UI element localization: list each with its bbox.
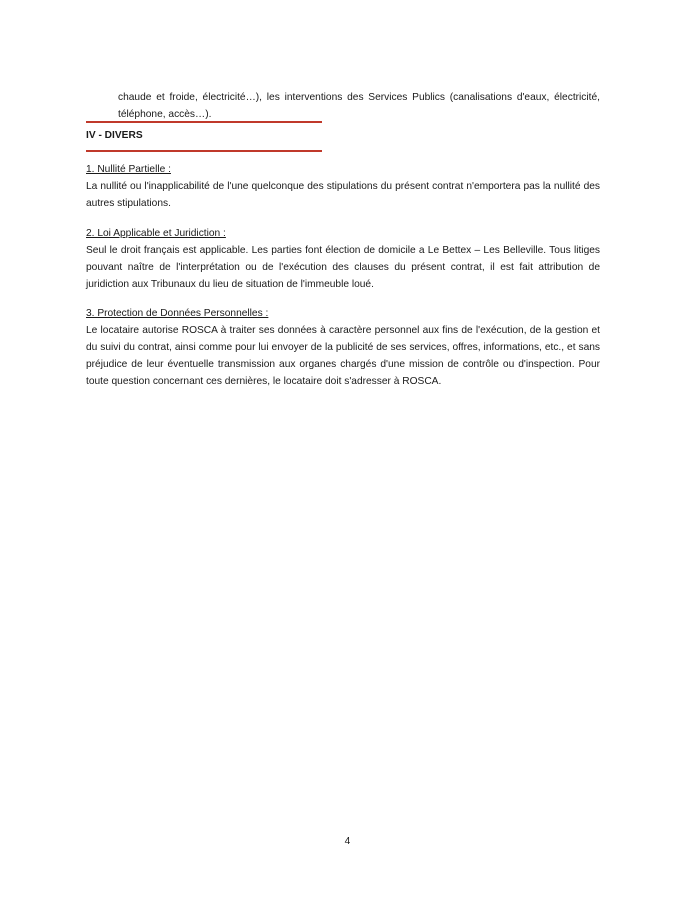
article-title: 1. Nullité Partielle : (86, 164, 171, 175)
article-protection-donnees (86, 305, 600, 390)
section-heading: IV - DIVERS (86, 130, 143, 141)
article-loi-applicable (86, 225, 600, 293)
article-nullite-partielle (86, 161, 600, 212)
page-number: 4 (344, 836, 351, 847)
heading-rule-top (86, 121, 322, 123)
article-body: Seul le droit français est applicable. Les parties font élection de domicile a Le Bettex – Les Belleville. Tous litiges pouvant naître de l'interprétation ou de l'exécution des clauses du présent contrat, il est fait attribution de juridiction aux Tribunaux du lieu de situation de l'immeuble loué. (86, 245, 600, 290)
heading-rule-bottom (86, 150, 322, 152)
article-title: 2. Loi Applicable et Juridiction : (86, 228, 226, 239)
article-title: 3. Protection de Données Personnelles : (86, 308, 269, 319)
intro-paragraph: chaude et froide, électricité…), les interventions des Services Publics (canalisations d'eaux, électricité, téléphone, accès…). (118, 92, 600, 121)
article-body: Le locataire autorise ROSCA à traiter ses données à caractère personnel aux fins de l'exécution, de la gestion et du suivi du contrat, ainsi comme pour lui envoyer de la publicité de ses services, offres, informations, etc., et sans préjudice de leur éventuelle transmission aux organes chargés d'une mission de contrôle ou d'inspection. Pour toute question concernant ces dernières, le locataire doit s'adresser à ROSCA. (86, 325, 600, 387)
article-body: La nullité ou l'inapplicabilité de l'une quelconque des stipulations du présent contrat n'emportera pas la nullité des autres stipulations. (86, 181, 600, 209)
